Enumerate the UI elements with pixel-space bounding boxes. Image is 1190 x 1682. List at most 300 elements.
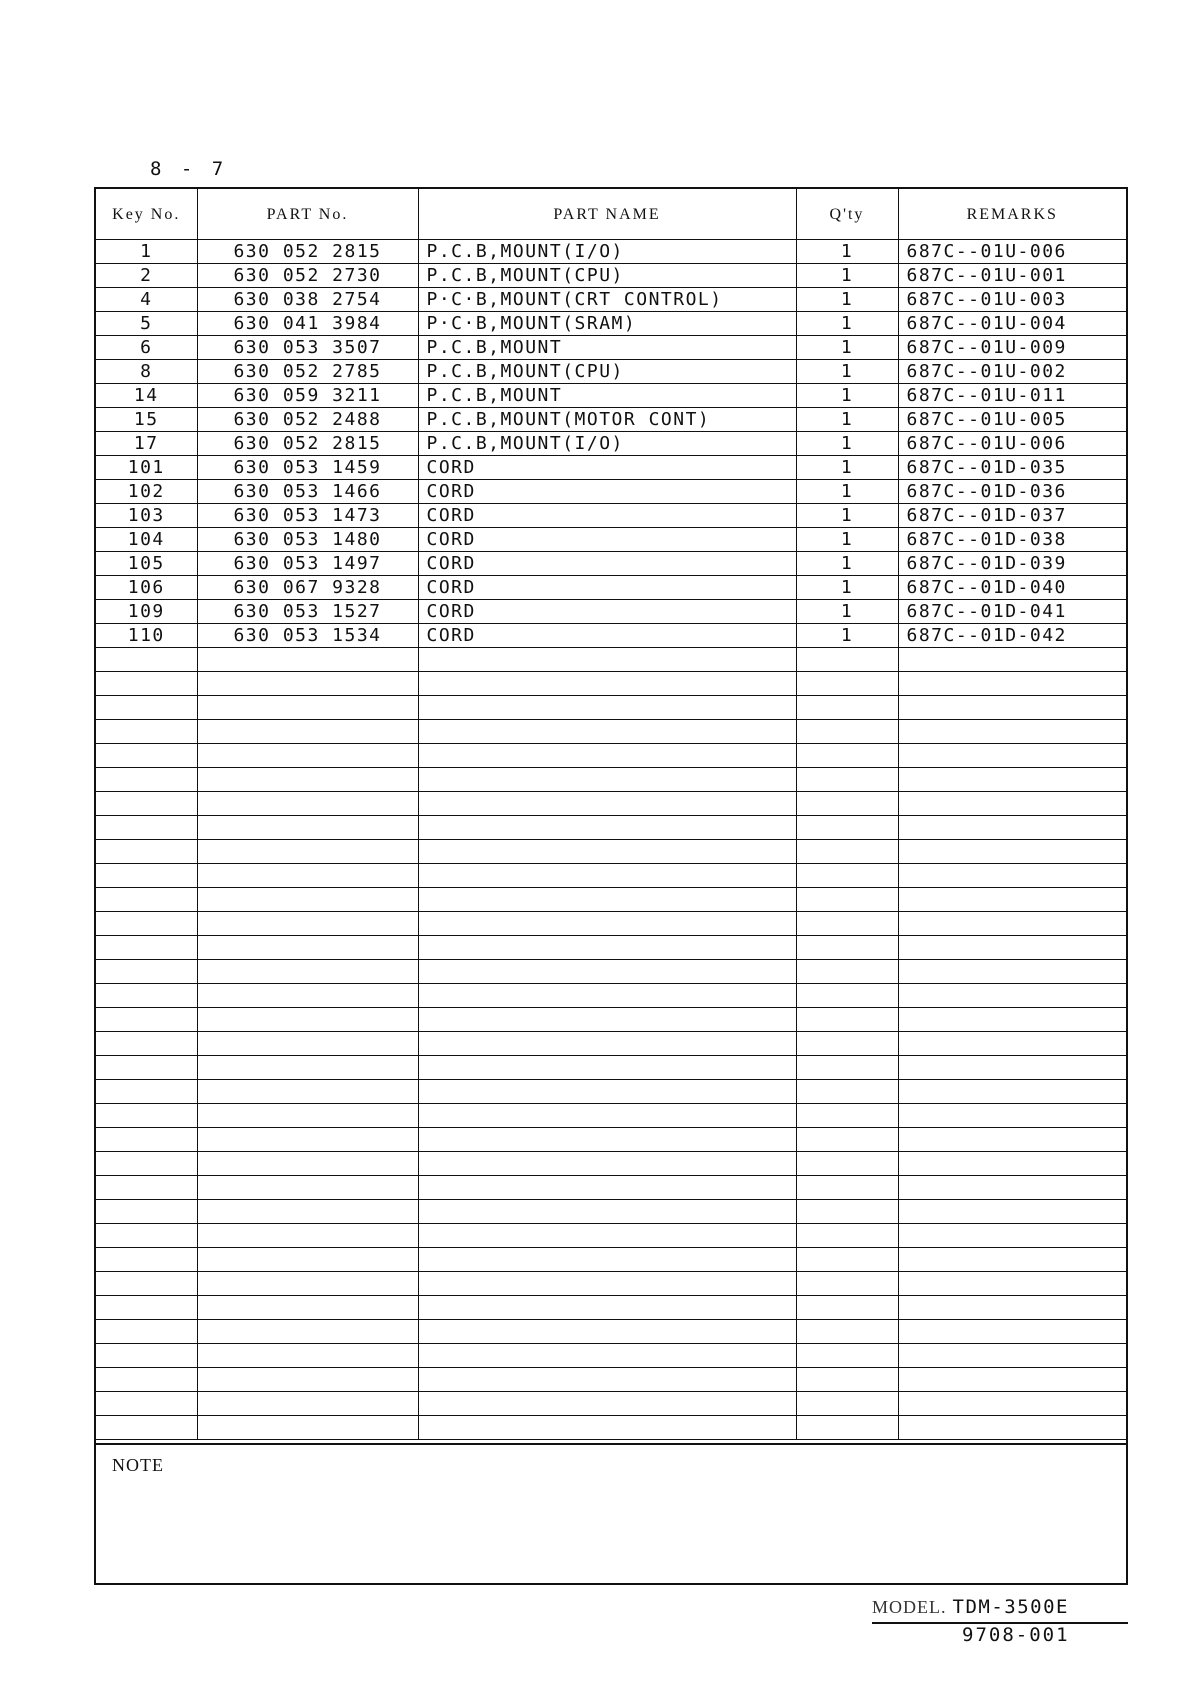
table-row: [96, 360, 1126, 384]
remarks-cell: [898, 1008, 1126, 1032]
part-no-cell: [197, 1104, 418, 1128]
remarks-cell: [898, 792, 1126, 816]
remarks-cell: [898, 672, 1126, 696]
note-section: [96, 1443, 1126, 1583]
qty-cell: [796, 1392, 898, 1416]
part-no-cell: [197, 888, 418, 912]
key-no-cell: [96, 1200, 197, 1224]
empty-table-row: [96, 1320, 1126, 1344]
part-name-cell: CORD: [418, 552, 796, 576]
key-no-cell: [96, 1176, 197, 1200]
empty-table-row: [96, 1368, 1126, 1392]
table-header-row: [96, 189, 1126, 240]
remarks-cell: 687C--01D-037: [898, 504, 1126, 528]
remarks-cell: [898, 720, 1126, 744]
qty-cell: [796, 1296, 898, 1320]
key-no-cell: [96, 720, 197, 744]
part-name-cell: [418, 672, 796, 696]
part-no-cell: [197, 1176, 418, 1200]
part-name-cell: P.C.B,MOUNT(I/O): [418, 240, 796, 264]
table-row: [96, 528, 1126, 552]
part-name-cell: P.C.B,MOUNT(CPU): [418, 360, 796, 384]
qty-cell: [796, 744, 898, 768]
remarks-cell: [898, 1224, 1126, 1248]
remarks-cell: 687C--01D-039: [898, 552, 1126, 576]
part-no-cell: 630 041 3984: [197, 312, 418, 336]
part-no-cell: [197, 984, 418, 1008]
qty-cell: [796, 1104, 898, 1128]
qty-cell: [796, 912, 898, 936]
model-value: TDM-3500E: [952, 1596, 1069, 1618]
part-name-cell: [418, 864, 796, 888]
parts-table: [96, 189, 1126, 1440]
part-name-cell: CORD: [418, 600, 796, 624]
key-no-cell: 105: [96, 552, 197, 576]
part-name-cell: [418, 888, 796, 912]
header-remarks: REMARKS: [898, 189, 1126, 240]
qty-cell: [796, 1368, 898, 1392]
key-no-cell: [96, 1296, 197, 1320]
key-no-cell: 15: [96, 408, 197, 432]
part-no-cell: [197, 696, 418, 720]
part-no-cell: [197, 840, 418, 864]
part-no-cell: 630 053 1466: [197, 480, 418, 504]
part-no-cell: [197, 936, 418, 960]
part-no-cell: [197, 720, 418, 744]
qty-cell: [796, 816, 898, 840]
remarks-cell: [898, 768, 1126, 792]
part-name-cell: [418, 720, 796, 744]
qty-cell: [796, 1320, 898, 1344]
key-no-cell: 102: [96, 480, 197, 504]
remarks-cell: [898, 1032, 1126, 1056]
part-no-cell: 630 059 3211: [197, 384, 418, 408]
part-name-cell: [418, 1128, 796, 1152]
part-name-cell: P·C·B,MOUNT(CRT CONTROL): [418, 288, 796, 312]
part-no-cell: 630 052 2785: [197, 360, 418, 384]
header-key-no: Key No.: [96, 189, 197, 240]
part-no-cell: 630 052 2730: [197, 264, 418, 288]
remarks-cell: [898, 1272, 1126, 1296]
remarks-cell: 687C--01U-004: [898, 312, 1126, 336]
part-name-cell: [418, 912, 796, 936]
qty-cell: [796, 864, 898, 888]
key-no-cell: [96, 744, 197, 768]
part-name-cell: P.C.B,MOUNT(MOTOR CONT): [418, 408, 796, 432]
part-name-cell: [418, 840, 796, 864]
key-no-cell: [96, 768, 197, 792]
part-no-cell: [197, 1200, 418, 1224]
remarks-cell: [898, 984, 1126, 1008]
empty-table-row: [96, 1224, 1126, 1248]
key-no-cell: [96, 1104, 197, 1128]
part-name-cell: [418, 1056, 796, 1080]
qty-cell: [796, 1224, 898, 1248]
remarks-cell: 687C--01D-038: [898, 528, 1126, 552]
part-no-cell: [197, 1128, 418, 1152]
part-name-cell: [418, 744, 796, 768]
qty-cell: [796, 1056, 898, 1080]
qty-cell: 1: [796, 456, 898, 480]
key-no-cell: [96, 1320, 197, 1344]
qty-cell: 1: [796, 552, 898, 576]
key-no-cell: [96, 816, 197, 840]
part-no-cell: 630 053 1473: [197, 504, 418, 528]
key-no-cell: [96, 1008, 197, 1032]
part-no-cell: [197, 792, 418, 816]
part-name-cell: [418, 1392, 796, 1416]
remarks-cell: [898, 936, 1126, 960]
part-name-cell: [418, 1320, 796, 1344]
part-no-cell: [197, 816, 418, 840]
empty-table-row: [96, 1128, 1126, 1152]
qty-cell: 1: [796, 624, 898, 648]
qty-cell: [796, 984, 898, 1008]
part-name-cell: [418, 1176, 796, 1200]
key-no-cell: [96, 840, 197, 864]
qty-cell: 1: [796, 288, 898, 312]
table-row: [96, 576, 1126, 600]
part-name-cell: [418, 1224, 796, 1248]
part-name-cell: [418, 936, 796, 960]
part-name-cell: CORD: [418, 504, 796, 528]
part-no-cell: 630 053 3507: [197, 336, 418, 360]
part-no-cell: [197, 768, 418, 792]
key-no-cell: [96, 1080, 197, 1104]
note-label: NOTE: [112, 1455, 164, 1475]
qty-cell: 1: [796, 408, 898, 432]
part-no-cell: [197, 864, 418, 888]
remarks-cell: 687C--01U-011: [898, 384, 1126, 408]
remarks-cell: [898, 1320, 1126, 1344]
key-no-cell: [96, 936, 197, 960]
table-row: [96, 552, 1126, 576]
remarks-cell: 687C--01U-006: [898, 432, 1126, 456]
part-name-cell: P.C.B,MOUNT: [418, 336, 796, 360]
part-name-cell: [418, 1104, 796, 1128]
part-no-cell: [197, 1152, 418, 1176]
empty-table-row: [96, 792, 1126, 816]
part-name-cell: [418, 768, 796, 792]
part-name-cell: [418, 1008, 796, 1032]
qty-cell: 1: [796, 336, 898, 360]
key-no-cell: 1: [96, 240, 197, 264]
part-no-cell: [197, 744, 418, 768]
remarks-cell: [898, 1176, 1126, 1200]
remarks-cell: 687C--01D-040: [898, 576, 1126, 600]
part-name-cell: CORD: [418, 480, 796, 504]
part-no-cell: [197, 1008, 418, 1032]
qty-cell: 1: [796, 240, 898, 264]
empty-table-row: [96, 1032, 1126, 1056]
part-no-cell: 630 053 1497: [197, 552, 418, 576]
part-no-cell: [197, 1080, 418, 1104]
part-no-cell: [197, 1224, 418, 1248]
part-no-cell: [197, 1416, 418, 1440]
table-row: [96, 480, 1126, 504]
part-no-cell: [197, 960, 418, 984]
qty-cell: [796, 1128, 898, 1152]
qty-cell: [796, 1344, 898, 1368]
part-name-cell: [418, 1200, 796, 1224]
remarks-cell: 687C--01D-036: [898, 480, 1126, 504]
key-no-cell: [96, 1392, 197, 1416]
key-no-cell: [96, 960, 197, 984]
qty-cell: [796, 792, 898, 816]
qty-cell: 1: [796, 432, 898, 456]
empty-table-row: [96, 720, 1126, 744]
key-no-cell: [96, 912, 197, 936]
part-no-cell: 630 053 1480: [197, 528, 418, 552]
part-name-cell: [418, 1080, 796, 1104]
part-name-cell: [418, 792, 796, 816]
empty-table-row: [96, 1080, 1126, 1104]
model-label: MODEL.: [872, 1597, 947, 1617]
remarks-cell: [898, 696, 1126, 720]
key-no-cell: [96, 864, 197, 888]
qty-cell: [796, 1272, 898, 1296]
table-row: [96, 288, 1126, 312]
page-number: 8 - 7: [150, 158, 228, 180]
table-row: [96, 408, 1126, 432]
table-row: [96, 456, 1126, 480]
qty-cell: [796, 1176, 898, 1200]
key-no-cell: 2: [96, 264, 197, 288]
remarks-cell: [898, 912, 1126, 936]
part-name-cell: CORD: [418, 624, 796, 648]
empty-table-row: [96, 672, 1126, 696]
empty-table-row: [96, 768, 1126, 792]
remarks-cell: [898, 1368, 1126, 1392]
key-no-cell: 14: [96, 384, 197, 408]
part-no-cell: [197, 1272, 418, 1296]
part-name-cell: CORD: [418, 576, 796, 600]
qty-cell: 1: [796, 312, 898, 336]
key-no-cell: [96, 672, 197, 696]
remarks-cell: [898, 888, 1126, 912]
remarks-cell: 687C--01D-041: [898, 600, 1126, 624]
empty-table-row: [96, 960, 1126, 984]
key-no-cell: [96, 1368, 197, 1392]
key-no-cell: 4: [96, 288, 197, 312]
key-no-cell: [96, 792, 197, 816]
key-no-cell: [96, 1344, 197, 1368]
empty-table-row: [96, 1272, 1126, 1296]
key-no-cell: 8: [96, 360, 197, 384]
empty-table-row: [96, 648, 1126, 672]
empty-table-row: [96, 1296, 1126, 1320]
empty-table-row: [96, 1176, 1126, 1200]
qty-cell: 1: [796, 528, 898, 552]
table-row: [96, 600, 1126, 624]
key-no-cell: [96, 696, 197, 720]
remarks-cell: [898, 1296, 1126, 1320]
qty-cell: 1: [796, 360, 898, 384]
part-no-cell: [197, 912, 418, 936]
remarks-cell: 687C--01U-003: [898, 288, 1126, 312]
part-name-cell: [418, 1032, 796, 1056]
remarks-cell: 687C--01U-009: [898, 336, 1126, 360]
qty-cell: [796, 720, 898, 744]
remarks-cell: [898, 864, 1126, 888]
part-name-cell: [418, 984, 796, 1008]
remarks-cell: 687C--01D-042: [898, 624, 1126, 648]
qty-cell: 1: [796, 384, 898, 408]
key-no-cell: 110: [96, 624, 197, 648]
table-row: [96, 384, 1126, 408]
remarks-cell: [898, 1416, 1126, 1440]
remarks-cell: [898, 1080, 1126, 1104]
key-no-cell: [96, 1128, 197, 1152]
key-no-cell: [96, 1224, 197, 1248]
part-name-cell: [418, 1272, 796, 1296]
part-name-cell: [418, 816, 796, 840]
empty-table-row: [96, 1200, 1126, 1224]
remarks-cell: [898, 1056, 1126, 1080]
empty-table-row: [96, 816, 1126, 840]
header-qty: Q'ty: [796, 189, 898, 240]
table-row: [96, 312, 1126, 336]
remarks-cell: [898, 1392, 1126, 1416]
remarks-cell: [898, 744, 1126, 768]
part-name-cell: P.C.B,MOUNT(I/O): [418, 432, 796, 456]
part-name-cell: CORD: [418, 528, 796, 552]
part-no-cell: [197, 1032, 418, 1056]
part-no-cell: [197, 1344, 418, 1368]
part-no-cell: 630 053 1534: [197, 624, 418, 648]
qty-cell: [796, 1152, 898, 1176]
header-part-no: PART No.: [197, 189, 418, 240]
part-name-cell: [418, 1152, 796, 1176]
qty-cell: [796, 696, 898, 720]
part-name-cell: [418, 1368, 796, 1392]
empty-table-row: [96, 744, 1126, 768]
part-no-cell: 630 052 2815: [197, 432, 418, 456]
empty-table-row: [96, 1056, 1126, 1080]
empty-table-row: [96, 1392, 1126, 1416]
part-no-cell: [197, 1248, 418, 1272]
table-row: [96, 264, 1126, 288]
part-no-cell: [197, 1296, 418, 1320]
part-name-cell: P·C·B,MOUNT(SRAM): [418, 312, 796, 336]
qty-cell: 1: [796, 504, 898, 528]
qty-cell: 1: [796, 264, 898, 288]
remarks-cell: [898, 1344, 1126, 1368]
qty-cell: 1: [796, 480, 898, 504]
remarks-cell: 687C--01U-005: [898, 408, 1126, 432]
part-no-cell: [197, 648, 418, 672]
part-name-cell: CORD: [418, 456, 796, 480]
empty-table-row: [96, 840, 1126, 864]
qty-cell: [796, 960, 898, 984]
remarks-cell: [898, 960, 1126, 984]
part-name-cell: P.C.B,MOUNT: [418, 384, 796, 408]
document-number: 9708-001: [962, 1624, 1070, 1646]
part-no-cell: [197, 1368, 418, 1392]
key-no-cell: 106: [96, 576, 197, 600]
part-no-cell: 630 053 1459: [197, 456, 418, 480]
key-no-cell: 6: [96, 336, 197, 360]
remarks-cell: 687C--01U-001: [898, 264, 1126, 288]
empty-table-row: [96, 1416, 1126, 1440]
part-no-cell: 630 052 2815: [197, 240, 418, 264]
key-no-cell: 5: [96, 312, 197, 336]
remarks-cell: 687C--01U-006: [898, 240, 1126, 264]
empty-table-row: [96, 1344, 1126, 1368]
key-no-cell: 103: [96, 504, 197, 528]
key-no-cell: [96, 1416, 197, 1440]
part-name-cell: [418, 1296, 796, 1320]
part-name-cell: [418, 696, 796, 720]
table-body: [96, 240, 1126, 1440]
parts-list-sheet: [94, 187, 1128, 1585]
part-name-cell: [418, 1344, 796, 1368]
qty-cell: [796, 1080, 898, 1104]
remarks-cell: [898, 1152, 1126, 1176]
remarks-cell: [898, 1200, 1126, 1224]
qty-cell: [796, 936, 898, 960]
qty-cell: [796, 1416, 898, 1440]
part-name-cell: [418, 648, 796, 672]
remarks-cell: 687C--01U-002: [898, 360, 1126, 384]
table-row: [96, 432, 1126, 456]
key-no-cell: [96, 1032, 197, 1056]
key-no-cell: [96, 1248, 197, 1272]
key-no-cell: 17: [96, 432, 197, 456]
part-no-cell: [197, 1056, 418, 1080]
empty-table-row: [96, 696, 1126, 720]
remarks-cell: [898, 840, 1126, 864]
header-part-name: PART NAME: [418, 189, 796, 240]
part-no-cell: [197, 672, 418, 696]
table-row: [96, 504, 1126, 528]
part-no-cell: 630 038 2754: [197, 288, 418, 312]
key-no-cell: [96, 984, 197, 1008]
part-no-cell: 630 053 1527: [197, 600, 418, 624]
empty-table-row: [96, 1248, 1126, 1272]
qty-cell: 1: [796, 600, 898, 624]
empty-table-row: [96, 912, 1126, 936]
table-row: [96, 336, 1126, 360]
model-info: [872, 1596, 1128, 1624]
part-name-cell: [418, 1416, 796, 1440]
qty-cell: [796, 1200, 898, 1224]
part-name-cell: P.C.B,MOUNT(CPU): [418, 264, 796, 288]
qty-cell: [796, 1248, 898, 1272]
part-no-cell: 630 067 9328: [197, 576, 418, 600]
remarks-cell: [898, 648, 1126, 672]
key-no-cell: 101: [96, 456, 197, 480]
remarks-cell: [898, 1128, 1126, 1152]
qty-cell: [796, 648, 898, 672]
empty-table-row: [96, 1152, 1126, 1176]
qty-cell: [796, 888, 898, 912]
key-no-cell: [96, 1056, 197, 1080]
key-no-cell: [96, 1152, 197, 1176]
part-no-cell: 630 052 2488: [197, 408, 418, 432]
remarks-cell: [898, 1104, 1126, 1128]
part-name-cell: [418, 960, 796, 984]
part-no-cell: [197, 1320, 418, 1344]
table-row: [96, 240, 1126, 264]
key-no-cell: [96, 1272, 197, 1296]
remarks-cell: 687C--01D-035: [898, 456, 1126, 480]
empty-table-row: [96, 1008, 1126, 1032]
empty-table-row: [96, 936, 1126, 960]
key-no-cell: [96, 648, 197, 672]
empty-table-row: [96, 1104, 1126, 1128]
key-no-cell: 109: [96, 600, 197, 624]
